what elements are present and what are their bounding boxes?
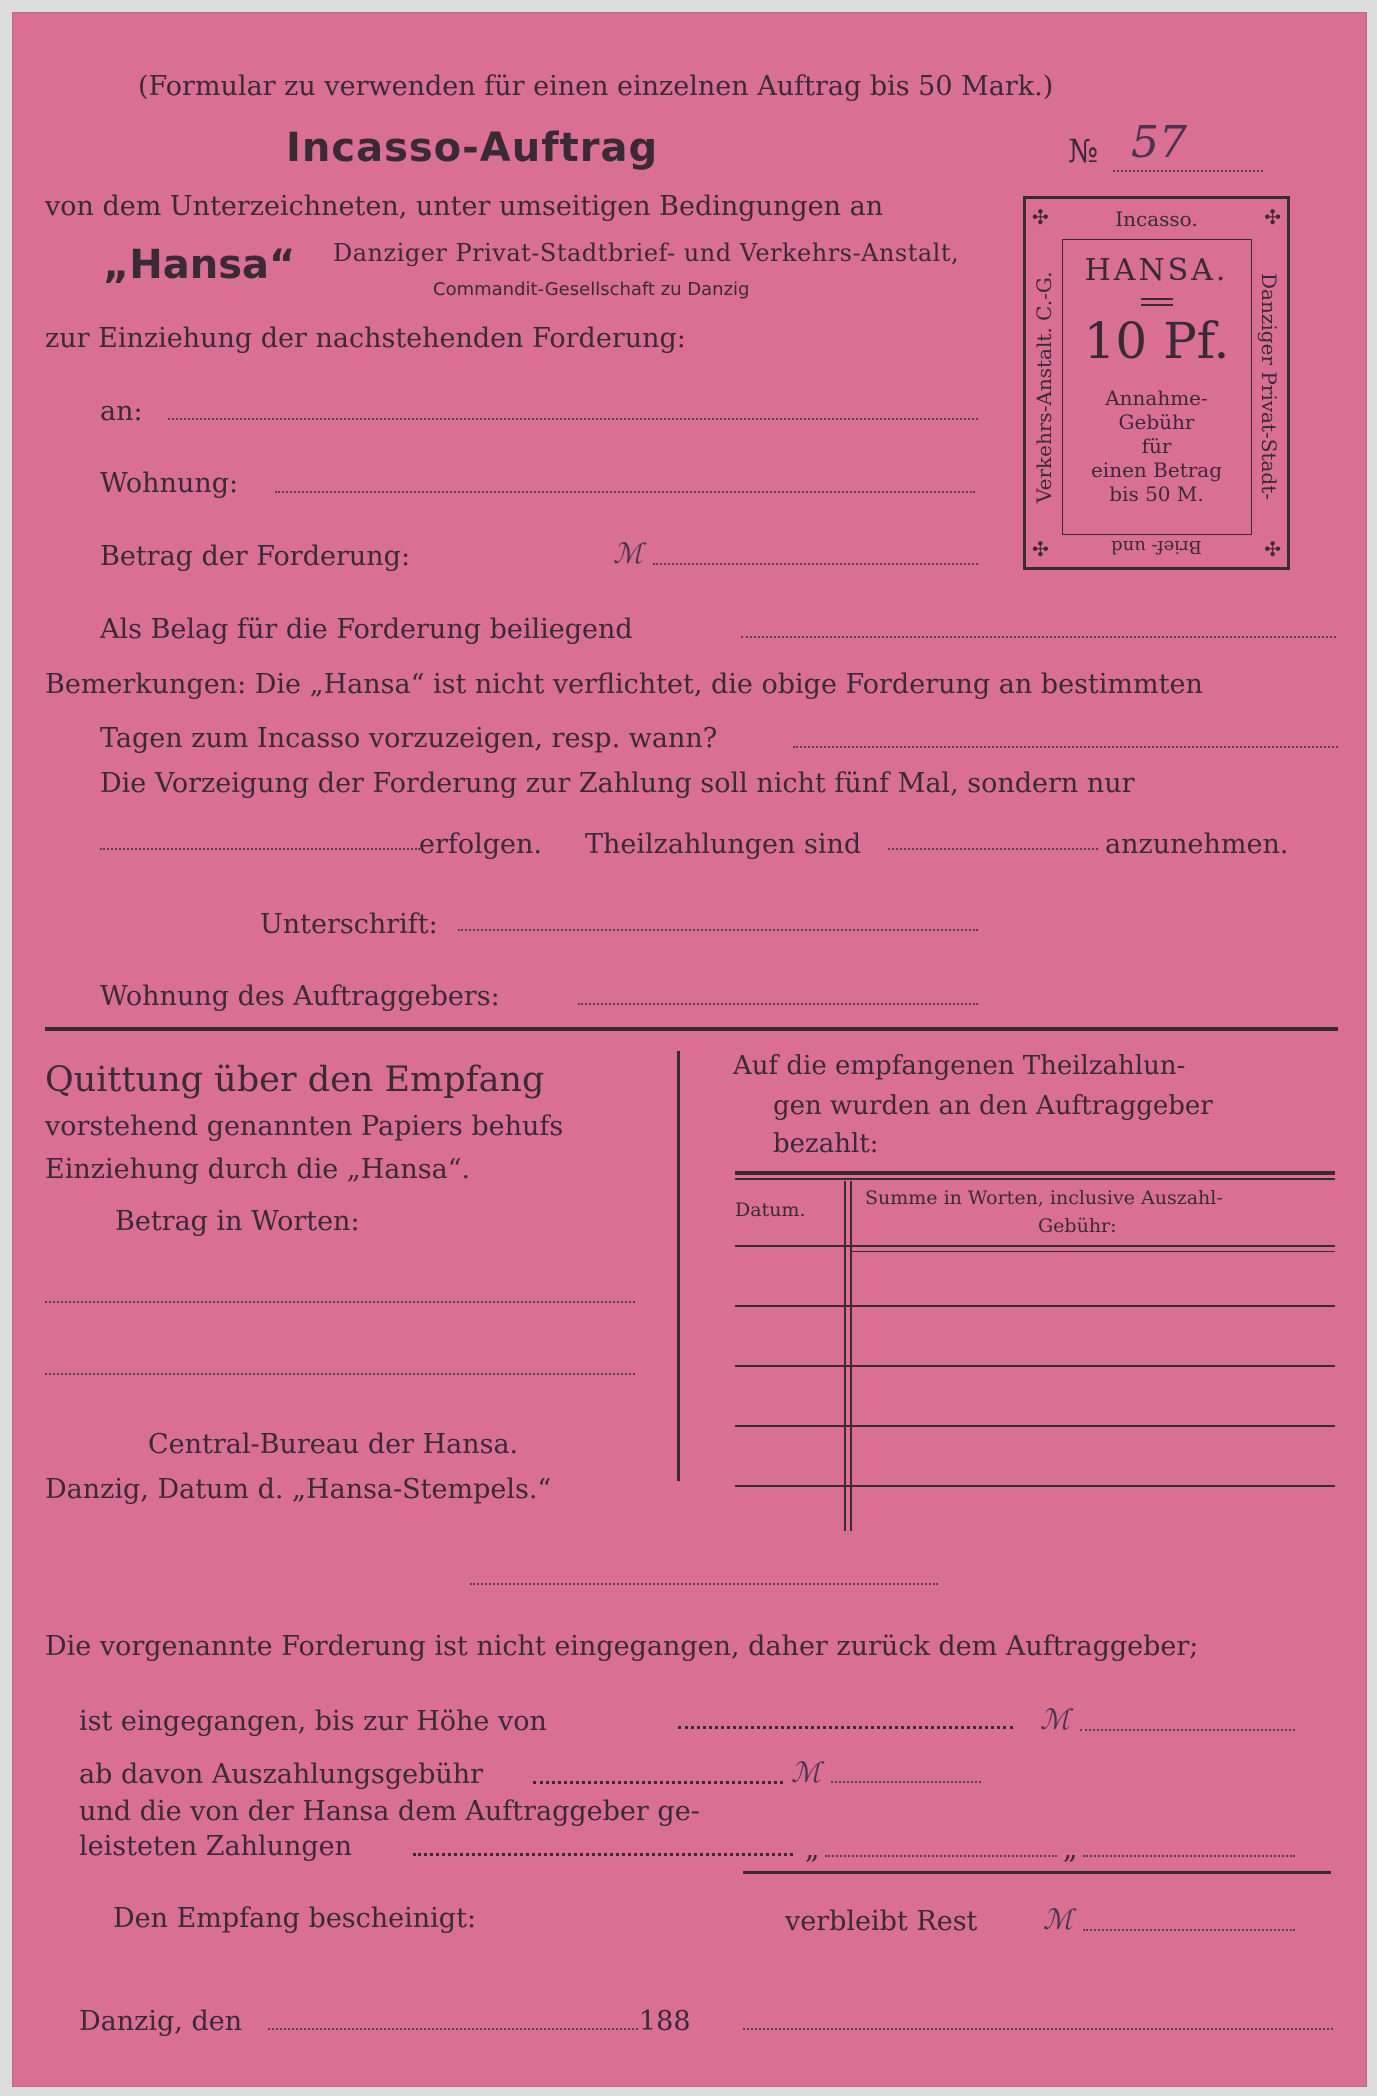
- table-top-rule-2: [735, 1178, 1335, 1180]
- anzunehmen-text: anzunehmen.: [1105, 829, 1289, 860]
- ditto-2: „: [1063, 1832, 1078, 1865]
- table-row-rule: [735, 1245, 1335, 1247]
- ist-mark: ℳ: [1040, 1703, 1070, 1736]
- table-row-rule: [851, 1251, 1335, 1252]
- company-sub: Commandit-Gesellschaft zu Danzig: [433, 279, 750, 300]
- hansa-name: „Hansa“: [103, 242, 296, 288]
- ornament-icon: ✣: [1264, 205, 1281, 229]
- und-hansa-1: und die von der Hansa dem Auftraggeber ge-: [79, 1796, 700, 1827]
- worten-line-1: [45, 1301, 635, 1303]
- table-row-rule: [735, 1365, 1335, 1367]
- quittung-title: Quittung über den Empfang: [45, 1060, 545, 1100]
- line-unterzeichneten: von dem Unterzeichneten, unter umseitigen Bedingungen an: [45, 191, 884, 222]
- col-datum: Datum.: [735, 1199, 806, 1221]
- form-title: Incasso-Auftrag: [286, 125, 659, 171]
- stamp-right-side: Danziger Privat-Stadt-: [1257, 273, 1281, 501]
- signature-line-bottom: [743, 2028, 1333, 2030]
- stamp-line-1: Annahme-: [1105, 386, 1208, 410]
- ab-mark: ℳ: [791, 1756, 821, 1789]
- erfolgen-text: erfolgen.: [419, 829, 543, 860]
- unterschrift-line: [458, 929, 978, 931]
- bemerkungen-2: Tagen zum Incasso vorzuzeigen, resp. wann?: [100, 723, 718, 754]
- rest-label: verbleibt Rest: [785, 1906, 978, 1937]
- danzig-datum: Danzig, Datum d. „Hansa-Stempels.“: [45, 1474, 552, 1505]
- table-row-rule: [735, 1305, 1335, 1307]
- section-divider: [45, 1027, 1338, 1031]
- ab-dots: [533, 1781, 783, 1784]
- stamp-rule: [1141, 304, 1173, 306]
- table-col-rule: [844, 1181, 846, 1531]
- ditto-1: „: [805, 1832, 820, 1865]
- line-einziehung: zur Einziehung der nachstehenden Forderung:: [45, 323, 686, 354]
- stamp-bottom: Brief- und: [1111, 536, 1202, 557]
- und-line-1: [825, 1855, 1057, 1857]
- wohnung-line: [275, 491, 975, 493]
- stamp-top: Incasso.: [1115, 207, 1198, 231]
- bemerkungen-3: Die Vorzeigung der Forderung zur Zahlung soll nicht fünf Mal, sondern nur: [100, 768, 1135, 799]
- sum-rule: [743, 1871, 1331, 1874]
- betrag-worten-label: Betrag in Worten:: [115, 1206, 360, 1237]
- ist-dots: [678, 1726, 1013, 1729]
- nicht-eingegangen: Die vorgenannte Forderung ist nicht eingegangen, daher zurück dem Auftraggeber;: [45, 1631, 1199, 1662]
- column-divider: [677, 1051, 680, 1481]
- stamp-inner: [1062, 239, 1252, 535]
- ist-eingegangen: ist eingegangen, bis zur Höhe von: [79, 1706, 547, 1737]
- ornament-icon: ✣: [1264, 537, 1281, 561]
- col-summe-2: Gebühr:: [1038, 1215, 1117, 1237]
- betrag-mark: ℳ: [613, 537, 643, 570]
- wohnung-auftraggeber-label: Wohnung des Auftraggebers:: [100, 981, 500, 1012]
- table-top-rule: [735, 1171, 1335, 1175]
- col-summe-1: Summe in Worten, inclusive Auszahl-: [865, 1187, 1223, 1209]
- danzig-den: Danzig, den: [79, 2006, 243, 2037]
- belag-label: Als Belag für die Forderung beiliegend: [100, 614, 633, 645]
- central-bureau: Central-Bureau der Hansa.: [148, 1429, 519, 1460]
- quittung-line-2: Einziehung durch die „Hansa“.: [45, 1154, 471, 1185]
- number-line: [1113, 170, 1263, 172]
- stamp-line-4: einen Betrag: [1090, 458, 1223, 482]
- table-row-rule: [735, 1485, 1335, 1487]
- rest-line: [1083, 1929, 1295, 1931]
- empfang-label: Den Empfang bescheinigt:: [113, 1903, 477, 1934]
- an-label: an:: [100, 396, 143, 427]
- wohnung-auftraggeber-line: [578, 1003, 978, 1005]
- number-value: 57: [1131, 117, 1187, 168]
- theilzahlungen-text: Theilzahlungen sind: [585, 829, 862, 860]
- theil-line-2: gen wurden an den Auftraggeber: [773, 1091, 1213, 1121]
- table-row-rule: [735, 1425, 1335, 1427]
- signature-line: [470, 1583, 938, 1585]
- erfolgen-line: [100, 848, 420, 850]
- stamp-line-5: bis 50 M.: [1109, 482, 1204, 506]
- unterschrift-label: Unterschrift:: [260, 909, 438, 940]
- datum-line: [268, 2028, 638, 2030]
- quittung-line-1: vorstehend genannten Papiers behufs: [45, 1111, 564, 1142]
- stamp-value: 10 Pf.: [1083, 312, 1230, 370]
- fee-stamp: [1023, 196, 1290, 570]
- form-intro: (Formular zu verwenden für einen einzelnen Auftrag bis 50 Mark.): [138, 71, 1054, 102]
- wann-line: [793, 746, 1338, 748]
- theilzahlungen-line: [888, 848, 1098, 850]
- incasso-form-card: [12, 12, 1367, 2087]
- stamp-rule: [1141, 298, 1173, 300]
- stamp-line-2: Gebühr: [1118, 410, 1195, 434]
- number-label: №: [1068, 132, 1099, 170]
- und-line-2: [1083, 1855, 1295, 1857]
- ornament-icon: ✣: [1032, 537, 1049, 561]
- stamp-line-3: für: [1141, 434, 1172, 458]
- betrag-line: [653, 563, 978, 565]
- rest-mark: ℳ: [1043, 1903, 1073, 1936]
- wohnung-label: Wohnung:: [100, 468, 239, 499]
- und-hansa-2: leisteten Zahlungen: [79, 1831, 353, 1862]
- year-prefix: 188: [639, 2006, 691, 2037]
- stamp-left-side: Verkehrs-Anstalt. C.-G.: [1032, 271, 1056, 503]
- an-line: [168, 418, 978, 420]
- und-dots: [413, 1853, 793, 1856]
- company-name: Danziger Privat-Stadtbrief- und Verkehrs-Anstalt,: [333, 239, 960, 267]
- theil-line-1: Auf die empfangenen Theilzahlun-: [733, 1051, 1186, 1081]
- ornament-icon: ✣: [1032, 205, 1049, 229]
- auszahlungsgebuehr: ab davon Auszahlungsgebühr: [79, 1759, 484, 1790]
- ab-line: [831, 1781, 981, 1783]
- betrag-label: Betrag der Forderung:: [100, 541, 411, 572]
- ist-line: [1080, 1729, 1295, 1731]
- belag-line: [741, 636, 1336, 638]
- table-col-rule: [850, 1181, 852, 1531]
- worten-line-2: [45, 1373, 635, 1375]
- bemerkungen-1: Bemerkungen: Die „Hansa“ ist nicht verflichtet, die obige Forderung an bestimmten: [45, 669, 1203, 700]
- theil-line-3: bezahlt:: [773, 1129, 879, 1159]
- stamp-hansa: HANSA.: [1084, 253, 1229, 288]
